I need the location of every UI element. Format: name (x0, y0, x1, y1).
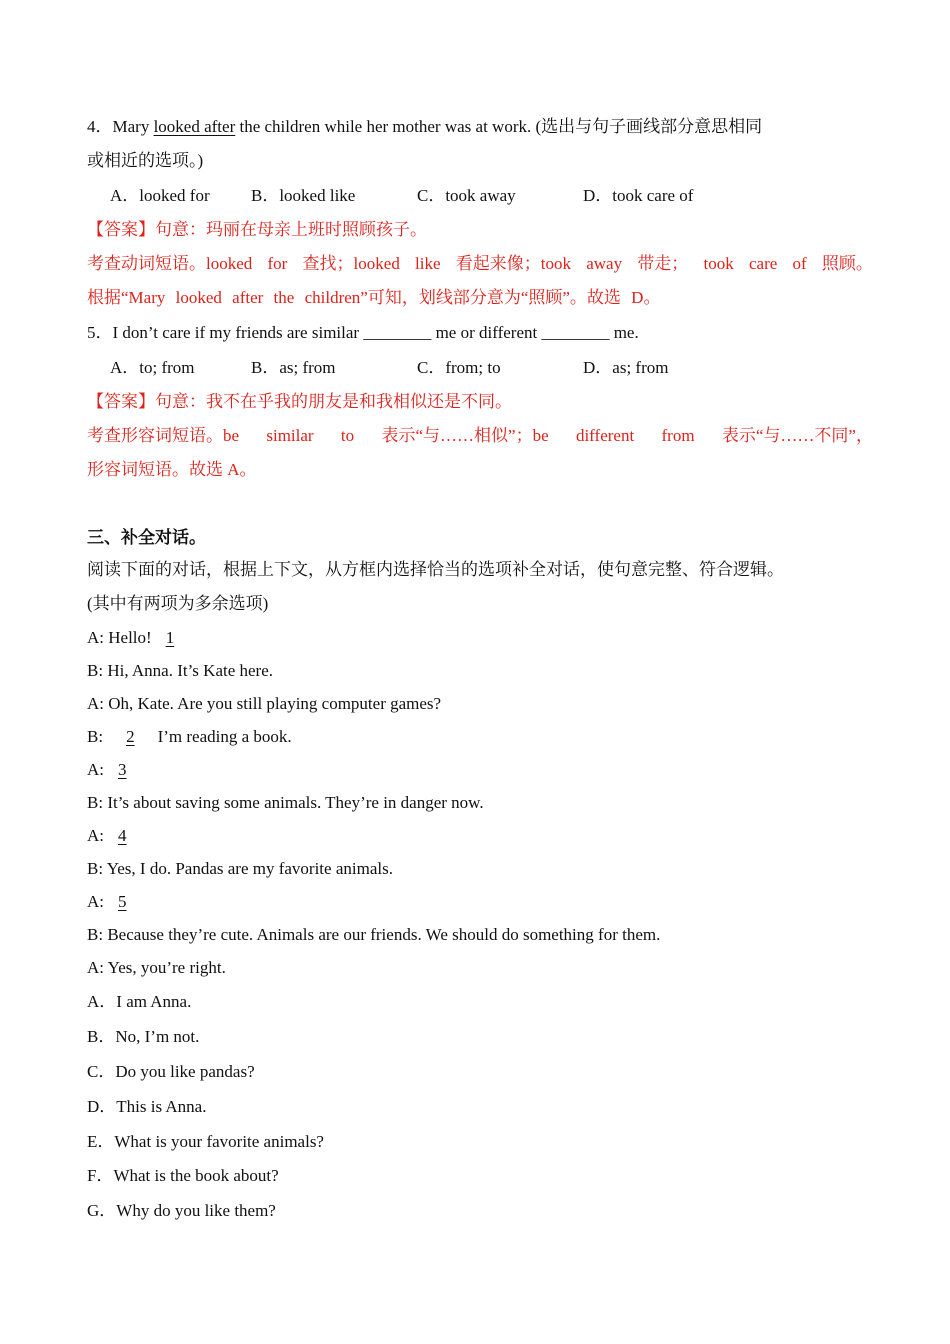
text-fragment: 照顾。 (821, 254, 873, 273)
q4-stem-line2: 或相近的选项。) (87, 151, 204, 170)
text-fragment: 查找；looked (302, 254, 400, 273)
dialogue-text: I’m reading a book. (153, 727, 292, 746)
text-fragment: children”可知，划线部分意为“照顾”。故选 (304, 288, 621, 307)
speaker-label: A: (87, 760, 109, 779)
dialogue-text: Hi, Anna. It’s Kate here. (107, 661, 274, 680)
dialogue-line (87, 891, 136, 913)
text-fragment: 看起来像；took (455, 254, 571, 273)
text-fragment: D。 (631, 288, 661, 307)
q5-stem: 5．I don’t care if my friends are similar ________ me or different ________ me. (87, 323, 639, 342)
choice-g: G．Why do you like them? (87, 1201, 276, 1220)
choice-a: A．I am Anna. (87, 992, 192, 1011)
q4-answer-line2 (87, 253, 873, 275)
dialogue-line (87, 759, 136, 781)
q4-option-c: C．took away (417, 186, 516, 205)
dialogue-text: Oh, Kate. Are you still playing computer games? (108, 694, 442, 713)
q4-stem (87, 116, 762, 138)
q5-option-b: B．as; from (251, 358, 336, 377)
speaker-label: B: (87, 793, 108, 812)
dialogue-line (87, 924, 660, 946)
text-fragment: of (792, 254, 807, 273)
answer-blank-3[interactable]: 3 (118, 760, 127, 779)
text-fragment: similar (266, 426, 314, 445)
choice-e: E．What is your favorite animals? (87, 1132, 324, 1151)
dialogue-line (87, 825, 136, 847)
text-fragment: 带走； (637, 254, 689, 273)
speaker-label: A: (87, 958, 108, 977)
section-instruction-note: (其中有两项为多余选项) (87, 594, 269, 613)
text-fragment: after (232, 288, 264, 307)
speaker-label: B: (87, 859, 107, 878)
text-fragment: took (703, 254, 734, 273)
q5-answer-line1: 【答案】句意：我不在乎我的朋友是和我相似还是不同。 (87, 392, 512, 411)
q4-option-a: A．looked for (110, 186, 210, 205)
text-fragment: like (415, 254, 441, 273)
dialogue-line (87, 693, 441, 715)
text-fragment: care (748, 254, 778, 273)
choice-d: D．This is Anna. (87, 1097, 207, 1116)
q4-option-d: D．took care of (583, 186, 694, 205)
speaker-label: A: (87, 694, 109, 713)
dialogue-text: It’s about saving some animals. They’re in danger now. (107, 793, 484, 812)
q4-stem-post: the children while her mother was at work. (选出与句子画线部分意思相同 (235, 117, 763, 136)
choice-b: B．No, I’m not. (87, 1027, 200, 1046)
text-fragment: to (340, 426, 355, 445)
text-fragment: for (267, 254, 288, 273)
dialogue-text: Yes, you’re right. (107, 958, 226, 977)
text-fragment: from (661, 426, 695, 445)
answer-blank-4[interactable]: 4 (118, 826, 127, 845)
speaker-label: A: (87, 892, 109, 911)
dialogue-line (87, 660, 273, 682)
dialogue-line (87, 858, 393, 880)
q5-answer-line2 (87, 425, 873, 447)
q4-stem-pre: Mary (112, 117, 154, 136)
text-fragment: the (273, 288, 295, 307)
dialogue-text: Because they’re cute. Animals are our friends. We should do something for them. (107, 925, 661, 944)
q5-option-d: D．as; from (583, 358, 669, 377)
text-fragment: 考查动词短语。looked (87, 254, 253, 273)
dialogue-text: Yes, I do. Pandas are my favorite animals. (106, 859, 393, 878)
answer-blank-5[interactable]: 5 (118, 892, 127, 911)
text-fragment: 考查形容词短语。be (87, 426, 240, 445)
q4-answer-line3 (87, 287, 660, 309)
speaker-label: A: (87, 826, 109, 845)
text-fragment: 表示“与……相似”；be (381, 426, 549, 445)
q5-answer-line3: 形容词短语。故选 A。 (87, 460, 257, 479)
dialogue-line (87, 627, 184, 649)
q4-option-b: B．looked like (251, 186, 356, 205)
dialogue-line (87, 726, 292, 748)
text-fragment: 根据“Mary (87, 288, 166, 307)
text-fragment: away (586, 254, 623, 273)
dialogue-text: Hello! (108, 628, 156, 647)
speaker-label: A: (87, 628, 109, 647)
section-heading: 三、补全对话。 (87, 528, 206, 547)
choice-f: F．What is the book about? (87, 1166, 279, 1185)
text-fragment: looked (175, 288, 222, 307)
speaker-label: B: (87, 925, 108, 944)
text-fragment: different (575, 426, 635, 445)
q4-number: 4． (87, 117, 113, 136)
dialogue-line (87, 957, 226, 979)
choice-c: C．Do you like pandas? (87, 1062, 255, 1081)
answer-blank-2[interactable]: 2 (126, 727, 135, 746)
text-fragment: 表示“与……不同”， (721, 426, 873, 445)
speaker-label: B: (87, 727, 108, 746)
dialogue-line (87, 792, 484, 814)
speaker-label: B: (87, 661, 108, 680)
q5-option-c: C．from; to (417, 358, 501, 377)
answer-blank-1[interactable]: 1 (165, 628, 175, 647)
section-instruction: 阅读下面的对话，根据上下文，从方框内选择恰当的选项补全对话，使句意完整、符合逻辑。 (87, 560, 784, 579)
q4-underlined-phrase: looked after (153, 117, 236, 136)
q5-option-a: A．to; from (110, 358, 195, 377)
q4-answer-line1: 【答案】句意：玛丽在母亲上班时照顾孩子。 (87, 220, 427, 239)
